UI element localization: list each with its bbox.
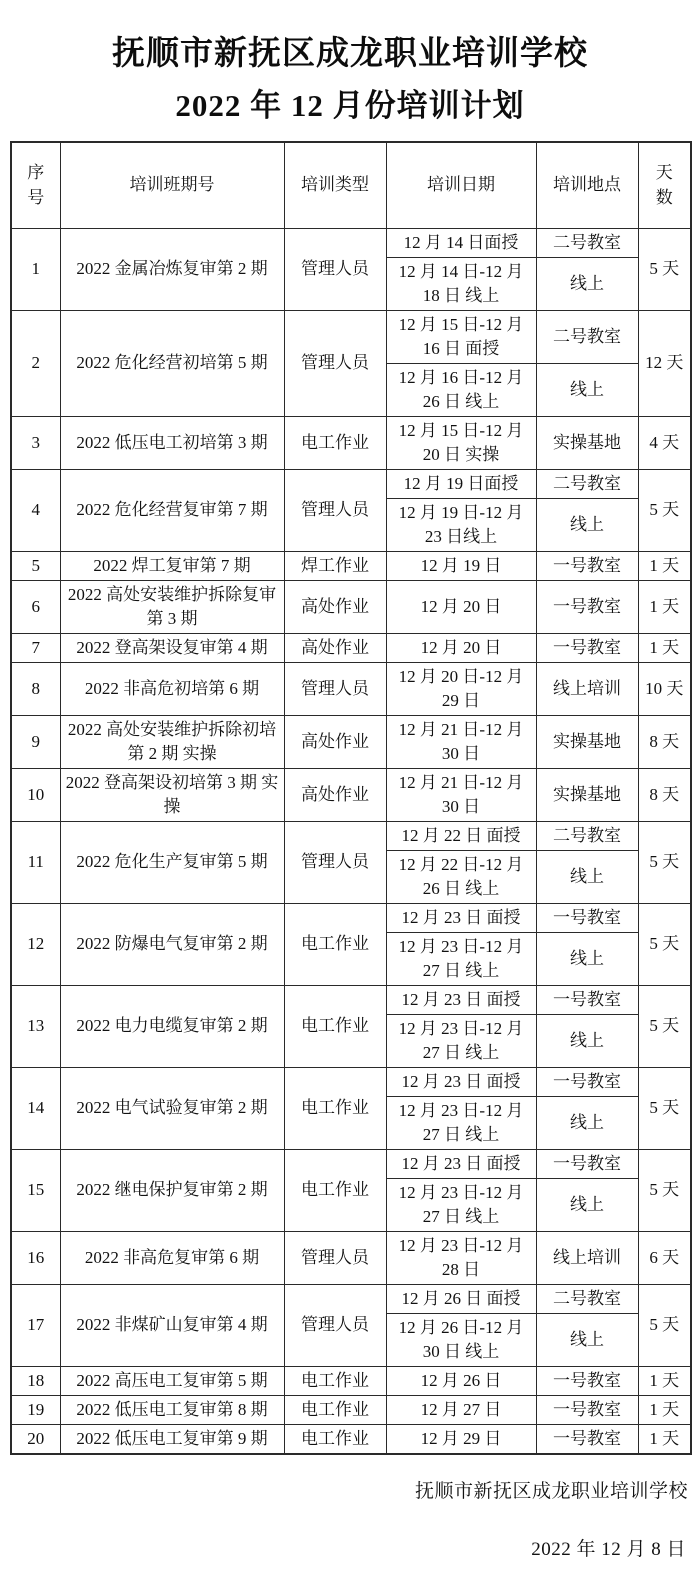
training-type-cell: 高处作业 [284, 580, 386, 633]
table-row [11, 662, 691, 715]
training-date-cell: 12 月 19 日-12 月 23 日线上 [386, 498, 536, 551]
table-row [11, 1395, 691, 1424]
footer-school-signature: 抚顺市新抚区成龙职业培训学校 [414, 1480, 688, 1502]
table-row [11, 715, 691, 768]
training-type-cell: 管理人员 [284, 662, 386, 715]
training-type-cell: 管理人员 [284, 1231, 386, 1284]
training-schedule-table [10, 141, 692, 1455]
training-place-cell: 一号教室 [536, 633, 638, 662]
table-row [11, 1366, 691, 1395]
training-date-cell: 12 月 26 日 面授 [386, 1284, 536, 1313]
training-type-cell: 电工作业 [284, 1067, 386, 1149]
days-cell: 5 天 [638, 1149, 691, 1231]
training-place-cell: 二号教室 [536, 1284, 638, 1313]
training-date-cell: 12 月 29 日 [386, 1424, 536, 1454]
training-place-cell: 实操基地 [536, 416, 638, 469]
training-place-cell: 一号教室 [536, 1424, 638, 1454]
training-place-cell: 线上培训 [536, 1231, 638, 1284]
training-date-cell: 12 月 19 日面授 [386, 469, 536, 498]
days-cell: 5 天 [638, 469, 691, 551]
schedule-table-body [11, 228, 691, 1454]
title-plan-month: 2022 年 12 月份培训计划 [175, 88, 525, 123]
training-date-cell: 12 月 23 日-12 月 27 日 线上 [386, 1178, 536, 1231]
training-type-cell: 电工作业 [284, 985, 386, 1067]
table-row [11, 768, 691, 821]
class-period-cell: 2022 非煤矿山复审第 4 期 [60, 1284, 284, 1366]
serial-number-cell: 5 [11, 551, 60, 580]
training-place-cell: 线上 [536, 1014, 638, 1067]
training-type-cell: 高处作业 [284, 715, 386, 768]
training-place-cell: 实操基地 [536, 715, 638, 768]
class-period-cell: 2022 非高危复审第 6 期 [60, 1231, 284, 1284]
training-type-cell: 高处作业 [284, 768, 386, 821]
serial-number-cell: 19 [11, 1395, 60, 1424]
class-period-cell: 2022 高压电工复审第 5 期 [60, 1366, 284, 1395]
training-type-cell: 电工作业 [284, 1395, 386, 1424]
serial-number-cell: 8 [11, 662, 60, 715]
training-date-cell: 12 月 23 日 面授 [386, 903, 536, 932]
training-date-cell: 12 月 20 日 [386, 633, 536, 662]
training-place-cell: 线上 [536, 1096, 638, 1149]
training-type-cell: 管理人员 [284, 228, 386, 310]
days-cell: 12 天 [638, 310, 691, 416]
class-period-cell: 2022 危化生产复审第 5 期 [60, 821, 284, 903]
serial-number-cell: 1 [11, 228, 60, 310]
days-cell: 1 天 [638, 580, 691, 633]
days-cell: 5 天 [638, 821, 691, 903]
class-period-cell: 2022 电力电缆复审第 2 期 [60, 985, 284, 1067]
document-title [10, 32, 690, 126]
training-type-cell: 电工作业 [284, 1366, 386, 1395]
days-cell: 5 天 [638, 1284, 691, 1366]
training-type-cell: 电工作业 [284, 1149, 386, 1231]
class-period-cell: 2022 非高危初培第 6 期 [60, 662, 284, 715]
days-cell: 5 天 [638, 1067, 691, 1149]
training-date-cell: 12 月 23 日-12 月 28 日 [386, 1231, 536, 1284]
days-cell: 8 天 [638, 715, 691, 768]
class-period-cell: 2022 低压电工复审第 9 期 [60, 1424, 284, 1454]
training-date-cell: 12 月 21 日-12 月 30 日 [386, 768, 536, 821]
training-place-cell: 一号教室 [536, 1366, 638, 1395]
serial-number-cell: 3 [11, 416, 60, 469]
days-cell: 4 天 [638, 416, 691, 469]
training-place-cell: 实操基地 [536, 768, 638, 821]
table-row [11, 821, 691, 850]
training-date-cell: 12 月 21 日-12 月 30 日 [386, 715, 536, 768]
serial-number-cell: 4 [11, 469, 60, 551]
serial-number-cell: 6 [11, 580, 60, 633]
training-type-cell: 电工作业 [284, 416, 386, 469]
table-row [11, 310, 691, 363]
table-row [11, 469, 691, 498]
training-date-cell: 12 月 20 日 [386, 580, 536, 633]
class-period-cell: 2022 登高架设初培第 3 期 实操 [60, 768, 284, 821]
training-date-cell: 12 月 15 日-12 月 20 日 实操 [386, 416, 536, 469]
class-period-cell: 2022 金属冶炼复审第 2 期 [60, 228, 284, 310]
training-date-cell: 12 月 26 日 [386, 1366, 536, 1395]
days-cell: 1 天 [638, 1395, 691, 1424]
table-row [11, 1424, 691, 1454]
table-row [11, 551, 691, 580]
class-period-cell: 2022 危化经营初培第 5 期 [60, 310, 284, 416]
serial-number-cell: 16 [11, 1231, 60, 1284]
training-date-cell: 12 月 27 日 [386, 1395, 536, 1424]
days-cell: 1 天 [638, 1366, 691, 1395]
days-cell: 6 天 [638, 1231, 691, 1284]
class-period-cell: 2022 焊工复审第 7 期 [60, 551, 284, 580]
serial-number-cell: 10 [11, 768, 60, 821]
training-place-cell: 线上 [536, 257, 638, 310]
training-date-cell: 12 月 15 日-12 月 16 日 面授 [386, 310, 536, 363]
training-type-cell: 管理人员 [284, 469, 386, 551]
training-type-cell: 管理人员 [284, 821, 386, 903]
col-header-class-period: 培训班期号 [60, 142, 284, 228]
training-place-cell: 一号教室 [536, 551, 638, 580]
class-period-cell: 2022 高处安装维护拆除复审第 3 期 [60, 580, 284, 633]
training-date-cell: 12 月 16 日-12 月 26 日 线上 [386, 363, 536, 416]
serial-number-cell: 18 [11, 1366, 60, 1395]
table-row [11, 416, 691, 469]
class-period-cell: 2022 电气试验复审第 2 期 [60, 1067, 284, 1149]
training-type-cell: 电工作业 [284, 1424, 386, 1454]
training-place-cell: 线上 [536, 498, 638, 551]
training-place-cell: 一号教室 [536, 1395, 638, 1424]
training-date-cell: 12 月 14 日-12 月 18 日 线上 [386, 257, 536, 310]
class-period-cell: 2022 危化经营复审第 7 期 [60, 469, 284, 551]
serial-number-cell: 14 [11, 1067, 60, 1149]
table-row [11, 1067, 691, 1096]
training-place-cell: 一号教室 [536, 1149, 638, 1178]
training-date-cell: 12 月 22 日-12 月 26 日 线上 [386, 850, 536, 903]
table-row [11, 1231, 691, 1284]
training-place-cell: 线上 [536, 1313, 638, 1366]
training-place-cell: 一号教室 [536, 1067, 638, 1096]
serial-number-cell: 12 [11, 903, 60, 985]
training-type-cell: 电工作业 [284, 903, 386, 985]
training-date-cell: 12 月 23 日-12 月 27 日 线上 [386, 1096, 536, 1149]
table-header [11, 142, 691, 228]
training-place-cell: 二号教室 [536, 469, 638, 498]
title-school-name: 抚顺市新抚区成龙职业培训学校 [112, 36, 588, 72]
training-type-cell: 管理人员 [284, 1284, 386, 1366]
days-cell: 10 天 [638, 662, 691, 715]
serial-number-cell: 20 [11, 1424, 60, 1454]
training-date-cell: 12 月 23 日 面授 [386, 1149, 536, 1178]
training-place-cell: 线上 [536, 363, 638, 416]
table-row [11, 1149, 691, 1178]
training-type-cell: 高处作业 [284, 633, 386, 662]
training-place-cell: 一号教室 [536, 903, 638, 932]
training-place-cell: 二号教室 [536, 821, 638, 850]
training-place-cell: 线上培训 [536, 662, 638, 715]
training-type-cell: 焊工作业 [284, 551, 386, 580]
serial-number-cell: 17 [11, 1284, 60, 1366]
days-cell: 1 天 [638, 551, 691, 580]
class-period-cell: 2022 防爆电气复审第 2 期 [60, 903, 284, 985]
serial-number-cell: 7 [11, 633, 60, 662]
col-header-training-place: 培训地点 [536, 142, 638, 228]
table-header-row [11, 142, 691, 228]
training-type-cell: 管理人员 [284, 310, 386, 416]
class-period-cell: 2022 低压电工复审第 8 期 [60, 1395, 284, 1424]
days-cell: 5 天 [638, 903, 691, 985]
training-date-cell: 12 月 23 日 面授 [386, 1067, 536, 1096]
class-period-cell: 2022 低压电工初培第 3 期 [60, 416, 284, 469]
days-cell: 8 天 [638, 768, 691, 821]
training-place-cell: 线上 [536, 932, 638, 985]
training-date-cell: 12 月 19 日 [386, 551, 536, 580]
document-footer [10, 1476, 690, 1561]
table-row [11, 985, 691, 1014]
serial-number-cell: 13 [11, 985, 60, 1067]
training-date-cell: 12 月 20 日-12 月 29 日 [386, 662, 536, 715]
days-cell: 5 天 [638, 985, 691, 1067]
days-cell: 5 天 [638, 228, 691, 310]
table-row [11, 1284, 691, 1313]
serial-number-cell: 11 [11, 821, 60, 903]
training-date-cell: 12 月 23 日-12 月 27 日 线上 [386, 932, 536, 985]
serial-number-cell: 9 [11, 715, 60, 768]
training-place-cell: 一号教室 [536, 580, 638, 633]
training-date-cell: 12 月 26 日-12 月 30 日 线上 [386, 1313, 536, 1366]
col-header-days: 天数 [638, 142, 691, 228]
training-place-cell: 二号教室 [536, 228, 638, 257]
col-header-training-type: 培训类型 [284, 142, 386, 228]
training-place-cell: 线上 [536, 1178, 638, 1231]
days-cell: 1 天 [638, 1424, 691, 1454]
table-row [11, 228, 691, 257]
class-period-cell: 2022 继电保护复审第 2 期 [60, 1149, 284, 1231]
class-period-cell: 2022 登高架设复审第 4 期 [60, 633, 284, 662]
training-date-cell: 12 月 14 日面授 [386, 228, 536, 257]
training-place-cell: 二号教室 [536, 310, 638, 363]
col-header-serial-number: 序号 [11, 142, 60, 228]
footer-issue-date: 2022 年 12 月 8 日 [531, 1538, 686, 1560]
training-date-cell: 12 月 22 日 面授 [386, 821, 536, 850]
table-row [11, 903, 691, 932]
training-place-cell: 线上 [536, 850, 638, 903]
serial-number-cell: 2 [11, 310, 60, 416]
training-date-cell: 12 月 23 日 面授 [386, 985, 536, 1014]
class-period-cell: 2022 高处安装维护拆除初培第 2 期 实操 [60, 715, 284, 768]
training-date-cell: 12 月 23 日-12 月 27 日 线上 [386, 1014, 536, 1067]
table-row [11, 633, 691, 662]
training-place-cell: 一号教室 [536, 985, 638, 1014]
table-row [11, 580, 691, 633]
col-header-training-date: 培训日期 [386, 142, 536, 228]
serial-number-cell: 15 [11, 1149, 60, 1231]
days-cell: 1 天 [638, 633, 691, 662]
